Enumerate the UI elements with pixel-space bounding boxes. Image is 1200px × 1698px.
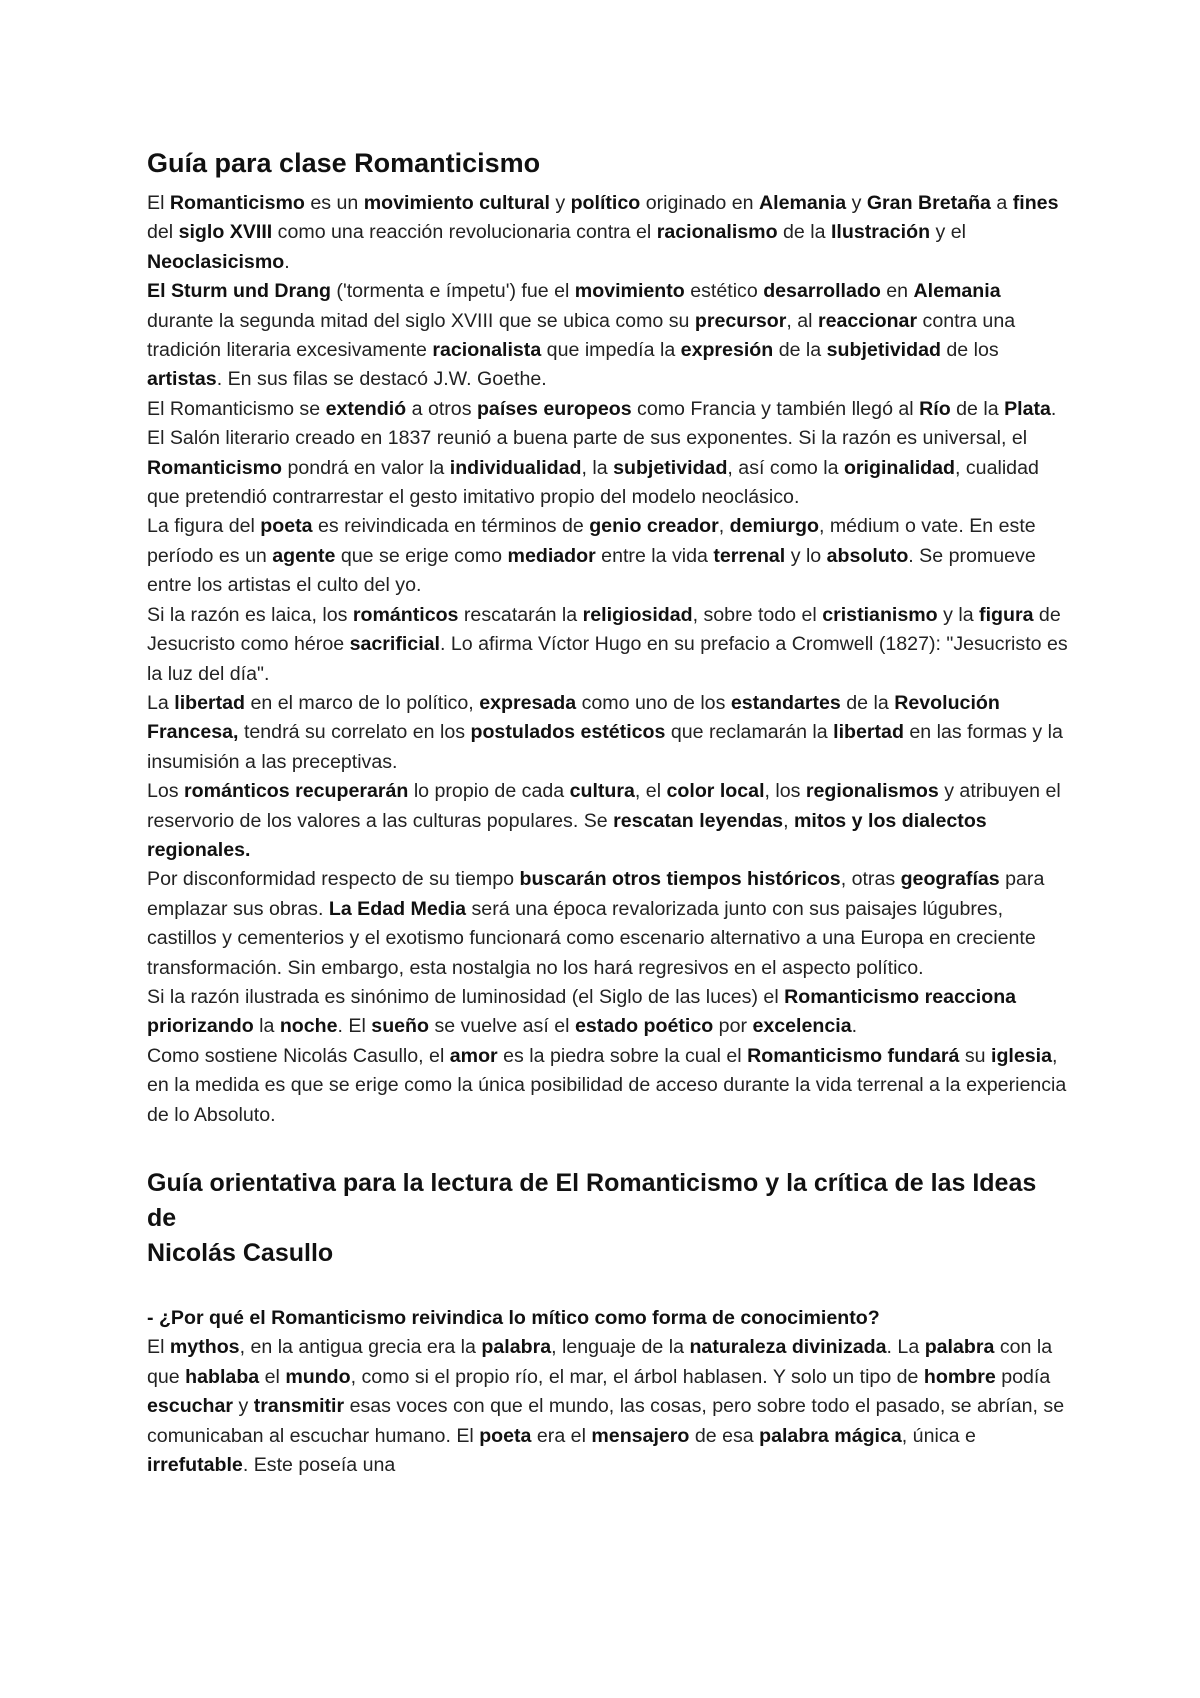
text-run: tendrá su correlato en los: [238, 721, 471, 744]
bold-text: religiosidad: [582, 603, 693, 626]
bold-text: Gran Bretaña: [866, 192, 991, 214]
bold-text: absoluto: [826, 544, 909, 567]
text-run: del: [147, 221, 179, 244]
bold-text: reaccionar: [817, 309, 918, 332]
text-run: Si la razón es laica, los: [147, 603, 353, 626]
text-run: durante la segunda mitad del siglo XVIII que se ubica como su: [147, 309, 695, 332]
answer-1-body: [147, 1333, 1072, 1480]
text-run: y atribuyen el reservorio de los valores a las culturas populares. Se: [147, 780, 1061, 832]
bold-text: escuchar: [147, 1395, 234, 1418]
bold-text: mythos: [169, 1336, 240, 1359]
bold-text: noche: [279, 1015, 338, 1038]
paragraph: [147, 983, 1072, 1042]
text-run: , en la antigua grecia era la: [239, 1336, 482, 1359]
document-page: [147, 146, 1072, 1480]
text-run: Si la razón ilustrada es sinónimo de luminosidad (el Siglo de las luces) el: [147, 985, 785, 1008]
section-title-romanticismo: Guía para clase Romanticismo: [147, 148, 541, 178]
section-title-line-2: Nicolás Casullo: [147, 1239, 334, 1267]
text-run: como una reacción revolucionaria contra el: [272, 221, 657, 244]
text-run: , como si el propio río, el mar, el árbol hablasen. Y solo un tipo de: [350, 1365, 924, 1388]
bold-text: amor: [449, 1044, 498, 1067]
text-run: de la: [840, 691, 895, 714]
text-run: originado en: [640, 192, 759, 214]
bold-text: Romanticismo: [147, 456, 283, 479]
bold-text: expresada: [479, 691, 577, 714]
text-run: como Francia y también llegó al: [631, 397, 920, 420]
text-run: en el marco de lo político,: [245, 691, 480, 714]
text-run: La figura del: [147, 515, 261, 538]
text-run: de esa: [689, 1424, 760, 1447]
section-title-line-1: Guía orientativa para la lectura de El Romanticismo y la crítica de las Ideas de: [147, 1169, 1037, 1232]
text-run: a: [990, 192, 1013, 214]
text-run: . Se promueve entre los artistas el culto del yo.: [147, 544, 1036, 597]
bold-text: subjetividad: [613, 456, 728, 479]
bold-text: iglesia: [991, 1044, 1052, 1067]
text-run: que reclamarán la: [665, 721, 834, 744]
bold-text: desarrollado: [763, 280, 881, 303]
text-run: de la: [950, 397, 1005, 420]
bold-text: mitos y los dialectos regionales.: [147, 809, 987, 861]
text-run: su: [959, 1044, 991, 1067]
text-run: era el: [531, 1424, 592, 1447]
bold-text: Alemania: [913, 280, 1001, 303]
paragraph: [147, 277, 1072, 395]
text-run: podía: [995, 1365, 1051, 1388]
text-run: es un: [304, 192, 364, 214]
paragraph: [147, 395, 1072, 513]
bold-text: fines: [1012, 192, 1059, 214]
text-run: El Romanticismo se: [147, 397, 326, 420]
bold-text: románticos recuperarán: [184, 780, 409, 803]
text-run: . La: [886, 1336, 925, 1359]
text-run: Los: [147, 780, 185, 803]
text-run: será una época revalorizada junto con sus paisajes lúgubres, castillos y cementerios y el exotismo funcionará como escenario alternativo a una Europa en creciente transformación. Sin embargo, esta nostalgia no los hará regresivos en el aspecto político.: [147, 897, 1036, 979]
text-run: . En sus filas se destacó J.W. Goethe.: [216, 368, 547, 391]
text-run: contra una tradición literaria excesivamente: [147, 309, 1016, 362]
paragraph: [147, 865, 1072, 983]
text-run: lo propio de cada: [408, 780, 570, 803]
bold-text: palabra: [481, 1336, 552, 1359]
bold-text: estandartes: [730, 691, 841, 714]
text-run: y lo: [785, 544, 827, 567]
text-run: de Jesucristo como héroe: [147, 603, 1061, 656]
text-run: El: [147, 1336, 170, 1359]
text-run: y: [846, 192, 867, 214]
text-run: a otros: [406, 397, 477, 420]
text-run: , la: [581, 456, 614, 479]
text-run: en: [880, 280, 914, 303]
bold-text: extendió: [325, 397, 407, 420]
text-run: por: [713, 1015, 753, 1038]
text-run: y el: [930, 221, 966, 244]
text-run: Por disconformidad respecto de su tiempo: [147, 868, 520, 891]
bold-text: Revolución Francesa,: [147, 691, 1000, 744]
text-run: , única e: [901, 1424, 976, 1447]
text-run: .: [851, 1015, 858, 1038]
text-run: , otras: [840, 868, 901, 891]
text-run: se vuelve así el: [429, 1015, 575, 1038]
text-run: La: [147, 691, 175, 714]
text-run: , así como la: [727, 456, 844, 479]
bold-text: siglo XVIII: [178, 221, 273, 244]
bold-text: Romanticismo reacciona priorizando: [147, 985, 1017, 1038]
bold-text: buscarán otros tiempos históricos: [519, 868, 841, 891]
bold-text: hombre: [923, 1365, 996, 1388]
text-run: ,: [783, 809, 794, 832]
paragraph: [147, 1042, 1072, 1130]
text-run: Como sostiene Nicolás Casullo, el: [147, 1044, 450, 1067]
text-run: , en la medida es que se erige como la única posibilidad de acceso durante la vida terrenal a la experiencia de lo Absoluto.: [147, 1044, 1067, 1126]
bold-text: racionalista: [432, 339, 542, 362]
bold-text: naturaleza divinizada: [689, 1336, 887, 1359]
bold-text: libertad: [833, 721, 904, 744]
bold-text: precursor: [694, 309, 787, 332]
text-run: . Lo afirma Víctor Hugo en su prefacio a Cromwell (1827): "Jesucristo es la luz del día".: [147, 633, 1068, 685]
paragraph: [147, 189, 1072, 277]
bold-text: románticos: [352, 603, 459, 626]
text-run: estético: [684, 280, 764, 303]
bold-text: Romanticismo fundará: [747, 1044, 960, 1067]
bold-text: mensajero: [591, 1424, 690, 1447]
bold-text: político: [570, 192, 641, 214]
bold-text: racionalismo: [656, 221, 778, 244]
bold-text: figura: [979, 603, 1034, 626]
text-run: , médium o vate. En este período es un: [147, 515, 1036, 567]
text-run: de los: [940, 339, 999, 362]
text-run: esas voces con que el mundo, las cosas, pero sobre todo el pasado, se abrían, se comunicaban al escuchar humano. El: [147, 1395, 1065, 1447]
bold-text: Río: [919, 397, 951, 420]
text-run: y: [233, 1395, 254, 1418]
text-run: y la: [937, 603, 980, 626]
bold-text: movimiento cultural: [363, 192, 550, 214]
bold-text: regionalismos: [805, 780, 939, 803]
text-run: es reivindicada en términos de: [312, 515, 590, 538]
bold-text: palabra mágica: [759, 1424, 902, 1447]
text-run: con la que: [147, 1336, 1053, 1388]
bold-text: Plata: [1004, 397, 1051, 420]
text-run: ('tormenta e ímpetu') fue el: [330, 280, 575, 303]
bold-text: rescatan leyendas: [613, 809, 784, 832]
text-run: , el: [634, 780, 667, 803]
text-run: , al: [786, 309, 818, 332]
text-run: . Este poseía una: [242, 1454, 396, 1477]
bold-text: genio creador: [589, 515, 719, 538]
text-run: entre la vida: [595, 544, 714, 567]
text-run: de la: [777, 221, 831, 244]
text-run: que se erige como: [335, 544, 508, 567]
text-run: , sobre todo el: [692, 603, 823, 626]
section-guia-orientativa: [147, 1166, 1072, 1480]
bold-text: Ilustración: [830, 221, 931, 244]
bold-text: sueño: [371, 1015, 429, 1038]
text-run: es la piedra sobre la cual el: [497, 1044, 748, 1067]
text-run: , cualidad que pretendió contrarrestar el gesto imitativo propio del modelo neoclásico.: [147, 456, 1039, 509]
bold-text: transmitir: [253, 1395, 345, 1418]
text-run: rescatarán la: [458, 603, 583, 626]
text-run: la: [253, 1015, 280, 1038]
section-body-romanticismo: [147, 189, 1072, 1130]
bold-text: color local: [666, 780, 765, 803]
bold-text: geografías: [900, 868, 1000, 891]
text-run: de la: [773, 339, 827, 362]
bold-text: mediador: [507, 544, 596, 567]
bold-text: artistas: [147, 368, 217, 391]
text-run: , los: [764, 780, 806, 803]
text-run: como uno de los: [576, 691, 731, 714]
bold-text: hablaba: [185, 1365, 260, 1388]
text-run: , lenguaje de la: [551, 1336, 690, 1359]
paragraph: [147, 777, 1072, 865]
bold-text: cristianismo: [822, 603, 938, 626]
bold-text: La Edad Media: [328, 897, 467, 920]
bold-text: expresión: [680, 339, 774, 362]
bold-text: cultura: [569, 780, 635, 803]
bold-text: originalidad: [843, 456, 955, 479]
bold-text: Romanticismo: [169, 192, 305, 214]
bold-text: sacrificial: [349, 633, 440, 656]
text-run: . El: [337, 1015, 372, 1038]
bold-text: irrefutable: [147, 1454, 243, 1477]
bold-text: subjetividad: [826, 339, 941, 362]
paragraph: [147, 512, 1072, 600]
bold-text: El Sturm und Drang: [147, 280, 331, 303]
bold-text: Alemania: [759, 192, 847, 214]
bold-text: poeta: [479, 1424, 532, 1447]
text-run: . El Salón literario creado en 1837 reunió a buena parte de sus exponentes. Si la razón es universal, el: [147, 397, 1057, 450]
text-run: y: [549, 192, 571, 214]
bold-text: mundo: [285, 1365, 351, 1388]
paragraph: [147, 1333, 1072, 1480]
paragraph: [147, 601, 1072, 689]
bold-text: postulados estéticos: [470, 721, 666, 744]
bold-text: individualidad: [449, 456, 582, 479]
text-run: en las formas y la insumisión a las preceptivas.: [147, 721, 1063, 773]
text-run: el: [259, 1365, 286, 1388]
bold-text: demiurgo: [729, 515, 819, 538]
bold-text: libertad: [174, 691, 246, 714]
bold-text: terrenal: [713, 544, 786, 567]
bold-text: poeta: [260, 515, 313, 538]
text-run: El: [147, 192, 170, 214]
bold-text: estado poético: [574, 1015, 714, 1038]
bold-text: agente: [272, 544, 336, 567]
bold-text: Neoclasicismo: [147, 250, 285, 273]
text-run: para emplazar sus obras.: [147, 868, 1045, 920]
bold-text: excelencia: [752, 1015, 852, 1038]
section-title-guia-orientativa: [147, 1166, 1072, 1271]
text-run: ,: [718, 515, 730, 538]
text-run: .: [284, 250, 290, 273]
paragraph: [147, 689, 1072, 777]
bold-text: países europeos: [476, 397, 632, 420]
text-run: pondrá en valor la: [282, 456, 450, 479]
question-1: - ¿Por qué el Romanticismo reivindica lo mítico como forma de conocimiento?: [147, 1307, 880, 1329]
bold-text: movimiento: [574, 280, 685, 303]
bold-text: palabra: [924, 1336, 995, 1359]
text-run: que impedía la: [541, 339, 681, 362]
